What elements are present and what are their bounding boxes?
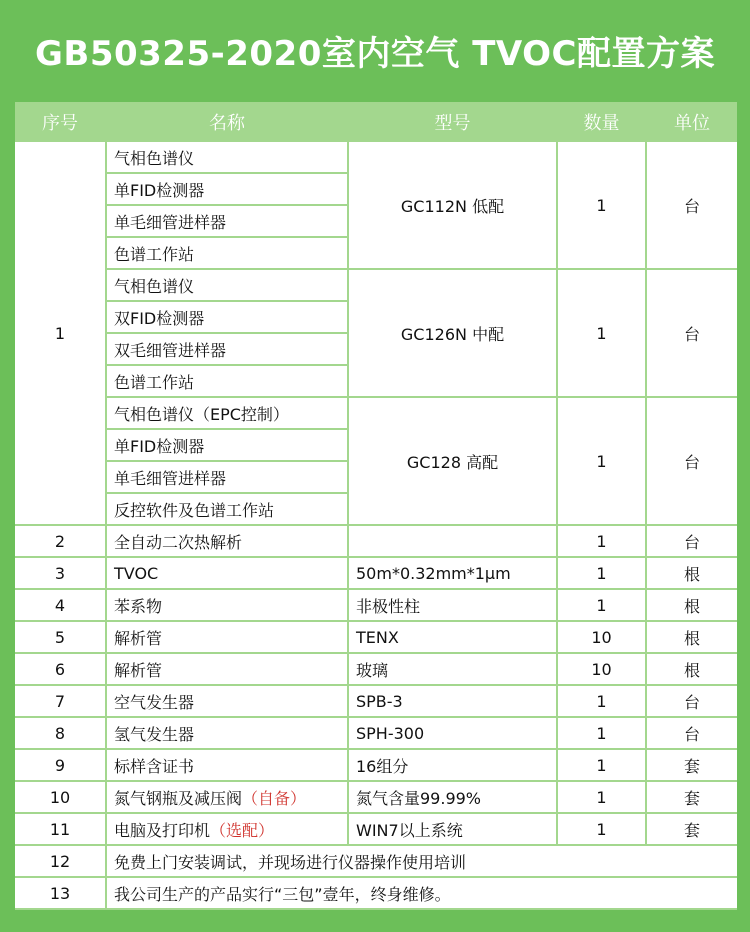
row-name bbox=[107, 814, 347, 844]
row-no: 3 bbox=[15, 558, 105, 588]
item-cell: 气相色谱仪（EPC控制） bbox=[107, 398, 347, 428]
header-model: 型号 bbox=[434, 113, 471, 134]
row-unit: 套 bbox=[647, 782, 737, 812]
row-model: SPB-3 bbox=[349, 686, 556, 716]
row-no: 12 bbox=[15, 846, 105, 876]
row-qty: 1 bbox=[558, 590, 645, 620]
unit-cell: 台 bbox=[647, 398, 737, 524]
model-cell: GC112N 低配 bbox=[349, 142, 556, 268]
row-model: 16组分 bbox=[349, 750, 556, 780]
item-cell: 单毛细管进样器 bbox=[107, 206, 347, 236]
row-unit: 根 bbox=[647, 558, 737, 588]
page-title: GB50325-2020室内空气 TVOC配置方案 bbox=[35, 33, 715, 74]
row-no: 6 bbox=[15, 654, 105, 684]
header-qty: 数量 bbox=[583, 113, 620, 134]
row-unit: 套 bbox=[647, 750, 737, 780]
row-unit: 根 bbox=[647, 654, 737, 684]
item-cell: 单毛细管进样器 bbox=[107, 462, 347, 492]
item-cell: 色谱工作站 bbox=[107, 366, 347, 396]
row-no: 7 bbox=[15, 686, 105, 716]
row-unit: 台 bbox=[647, 526, 737, 556]
note-text: 我公司生产的产品实行“三包”壹年，终身维修。 bbox=[107, 878, 737, 908]
item-cell: 单FID检测器 bbox=[107, 174, 347, 204]
qty-cell: 1 bbox=[558, 270, 645, 396]
row-name bbox=[107, 782, 347, 812]
row-name: 解析管 bbox=[107, 622, 347, 652]
unit-cell: 台 bbox=[647, 142, 737, 268]
row-no: 4 bbox=[15, 590, 105, 620]
row-name-text: 氮气钢瓶及减压阀 bbox=[114, 788, 243, 808]
row-no: 11 bbox=[15, 814, 105, 844]
row-qty: 10 bbox=[558, 622, 645, 652]
row-qty: 1 bbox=[558, 782, 645, 812]
row-qty: 1 bbox=[558, 718, 645, 748]
row-qty: 1 bbox=[558, 814, 645, 844]
row-qty: 1 bbox=[558, 750, 645, 780]
row-no: 8 bbox=[15, 718, 105, 748]
row-unit: 根 bbox=[647, 622, 737, 652]
row-name: TVOC bbox=[107, 558, 347, 588]
row-no: 10 bbox=[15, 782, 105, 812]
row-model: WIN7以上系统 bbox=[349, 814, 556, 844]
item-cell: 气相色谱仪 bbox=[107, 270, 347, 300]
row-model: 非极性柱 bbox=[349, 590, 556, 620]
config-table bbox=[15, 102, 737, 910]
qty-cell: 1 bbox=[558, 142, 645, 268]
row-model: 氮气含量99.99% bbox=[349, 782, 556, 812]
row-no: 9 bbox=[15, 750, 105, 780]
row-unit: 根 bbox=[647, 590, 737, 620]
row-model: TENX bbox=[349, 622, 556, 652]
row-name: 全自动二次热解析 bbox=[107, 526, 347, 556]
model-cell: GC128 高配 bbox=[349, 398, 556, 524]
row-note: （选配） bbox=[210, 820, 275, 840]
row-qty: 1 bbox=[558, 526, 645, 556]
row-name: 空气发生器 bbox=[107, 686, 347, 716]
row-no: 2 bbox=[15, 526, 105, 556]
row-qty: 10 bbox=[558, 654, 645, 684]
unit-cell: 台 bbox=[647, 270, 737, 396]
row-name-text: 电脑及打印机 bbox=[114, 820, 211, 840]
row-name: 解析管 bbox=[107, 654, 347, 684]
row-model bbox=[349, 526, 556, 556]
qty-cell: 1 bbox=[558, 398, 645, 524]
row-model: 50m*0.32mm*1μm bbox=[349, 558, 556, 588]
row-name: 标样含证书 bbox=[107, 750, 347, 780]
row-model: 玻璃 bbox=[349, 654, 556, 684]
item-cell: 双毛细管进样器 bbox=[107, 334, 347, 364]
row-unit: 套 bbox=[647, 814, 737, 844]
row-qty: 1 bbox=[558, 558, 645, 588]
item-cell: 反控软件及色谱工作站 bbox=[107, 494, 347, 524]
row-name: 苯系物 bbox=[107, 590, 347, 620]
row-unit: 台 bbox=[647, 718, 737, 748]
item-cell: 单FID检测器 bbox=[107, 430, 347, 460]
row-model: SPH-300 bbox=[349, 718, 556, 748]
row-qty: 1 bbox=[558, 686, 645, 716]
item-cell: 气相色谱仪 bbox=[107, 142, 347, 172]
row-unit: 台 bbox=[647, 686, 737, 716]
row-no: 5 bbox=[15, 622, 105, 652]
header-unit: 单位 bbox=[674, 113, 710, 134]
row-name: 氢气发生器 bbox=[107, 718, 347, 748]
row-no: 13 bbox=[15, 878, 105, 908]
header-no: 序号 bbox=[42, 113, 78, 134]
note-text: 免费上门安装调试，并现场进行仪器操作使用培训 bbox=[107, 846, 737, 876]
item-cell: 双FID检测器 bbox=[107, 302, 347, 332]
row-1-no: 1 bbox=[15, 142, 105, 524]
model-cell: GC126N 中配 bbox=[349, 270, 556, 396]
row-note: （自备） bbox=[242, 788, 307, 808]
item-cell: 色谱工作站 bbox=[107, 238, 347, 268]
header-name: 名称 bbox=[209, 113, 245, 134]
